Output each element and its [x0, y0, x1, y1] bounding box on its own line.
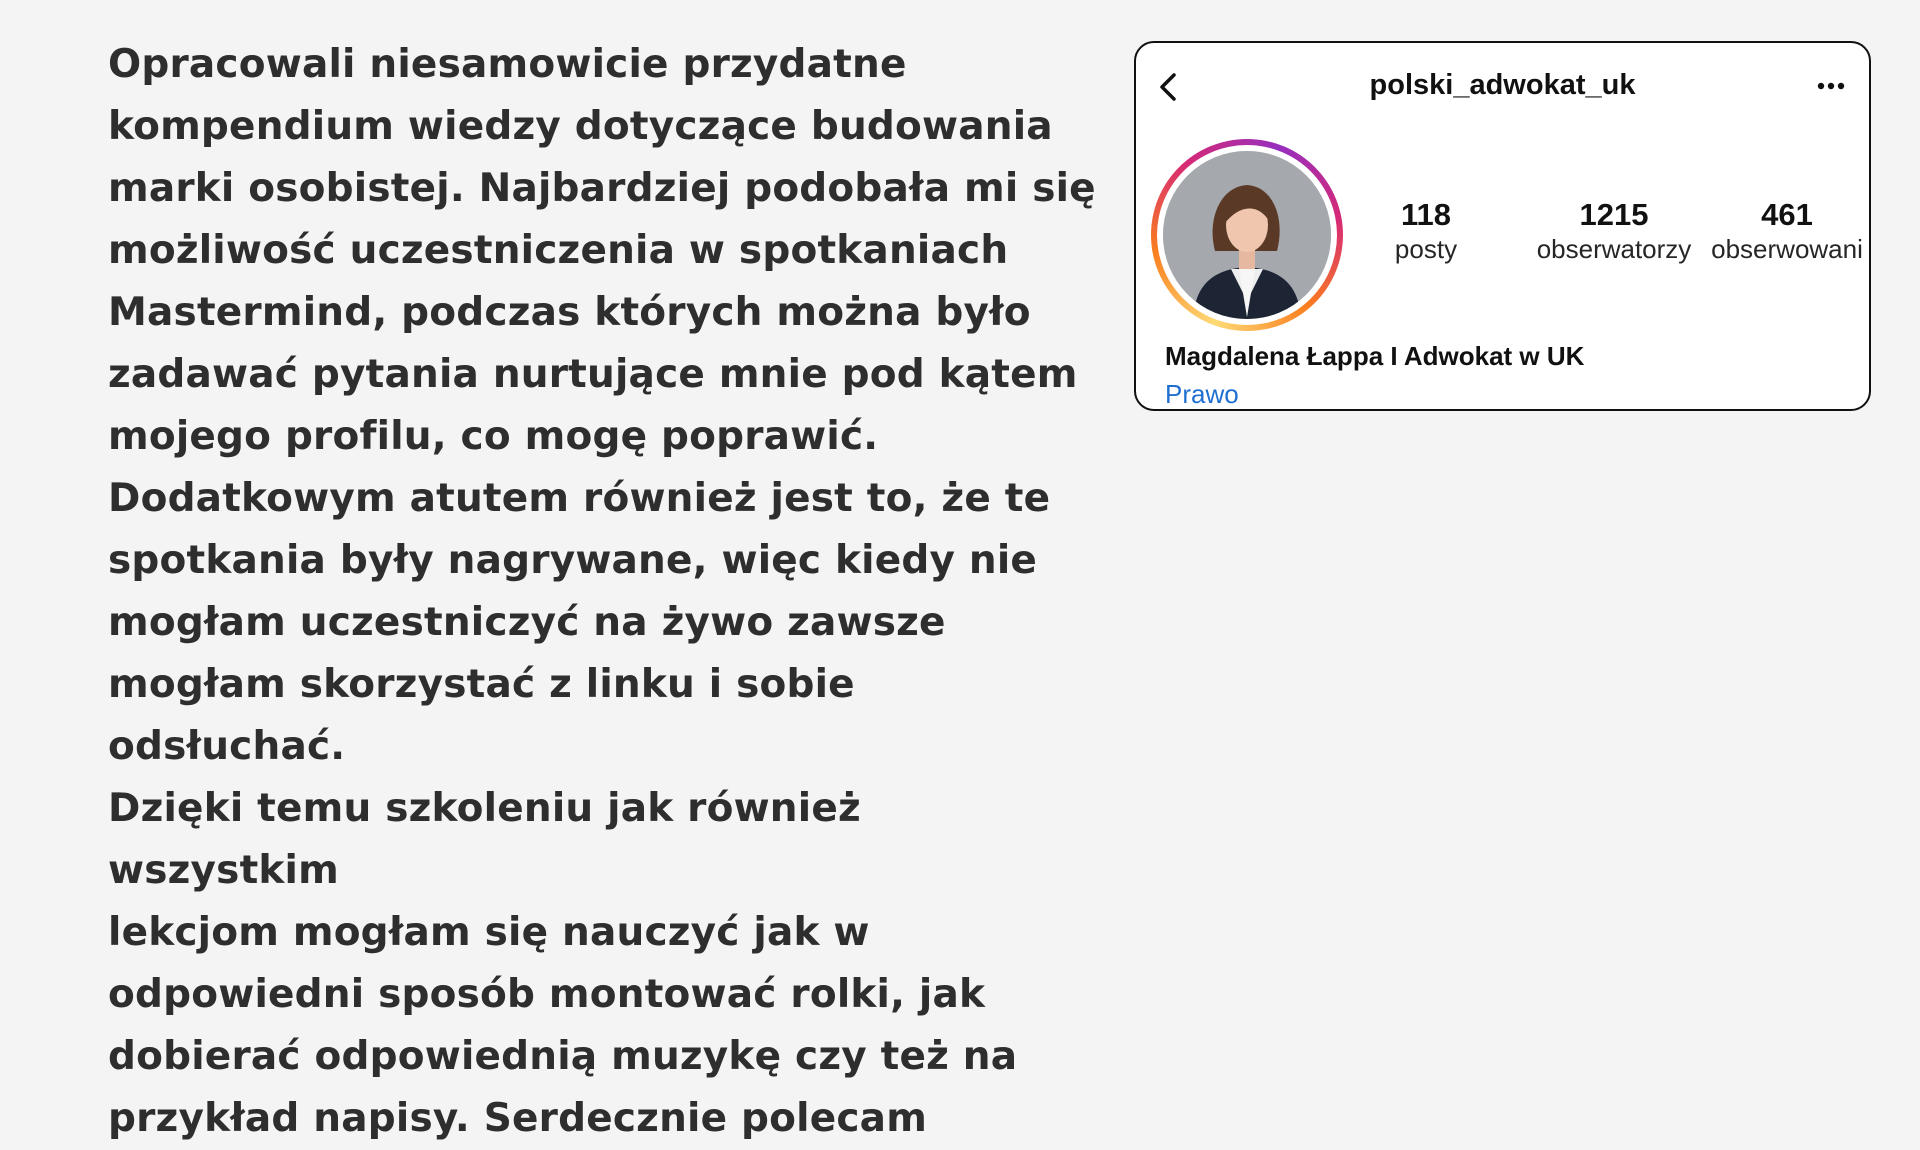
stat-following[interactable] — [1698, 197, 1876, 265]
more-horizontal-icon[interactable] — [1811, 71, 1851, 101]
posts-count: 118 — [1400, 197, 1451, 232]
followers-count: 1215 — [1579, 197, 1649, 232]
instagram-profile-card — [1134, 41, 1871, 411]
profile-username: polski_adwokat_uk — [1369, 69, 1636, 101]
profile-avatar[interactable] — [1151, 139, 1343, 331]
avatar-photo — [1163, 151, 1331, 319]
followers-label: obserwatorzy — [1536, 234, 1692, 264]
following-count: 461 — [1761, 197, 1813, 232]
stat-posts[interactable] — [1354, 197, 1498, 265]
following-label: obserwowani — [1711, 234, 1863, 264]
posts-label: posty — [1394, 234, 1458, 264]
profile-category-link[interactable]: Prawo — [1165, 379, 1239, 409]
testimonial-text: Opracowali niesamowicie przydatne kompendium wiedzy dotyczące budowania marki osobistej. Najbardziej podobała mi się możliwość uczestniczenia w spotkaniach Mastermind, podczas których można było zadawać pytania nurtujące mnie pod kątem mojego profilu, co mogę poprawić. Dodatkowym atutem również jest to, że te spotkania były nagrywane, więc kiedy nie mogłam uczestniczyć na żywo zawsze mogłam skorzystać z linku i sobie odsłuchać. Dzięki temu szkoleniu jak również wszystkim lekcjom mogłam się nauczyć jak w odpowiedni sposób montować rolki, jak dobierać odpowiednią muzykę czy też na przykład napisy. Serdecznie polecam — [108, 42, 1096, 1141]
stat-followers[interactable] — [1516, 197, 1712, 265]
profile-display-name: Magdalena Łappa I Adwokat w UK — [1165, 341, 1585, 371]
